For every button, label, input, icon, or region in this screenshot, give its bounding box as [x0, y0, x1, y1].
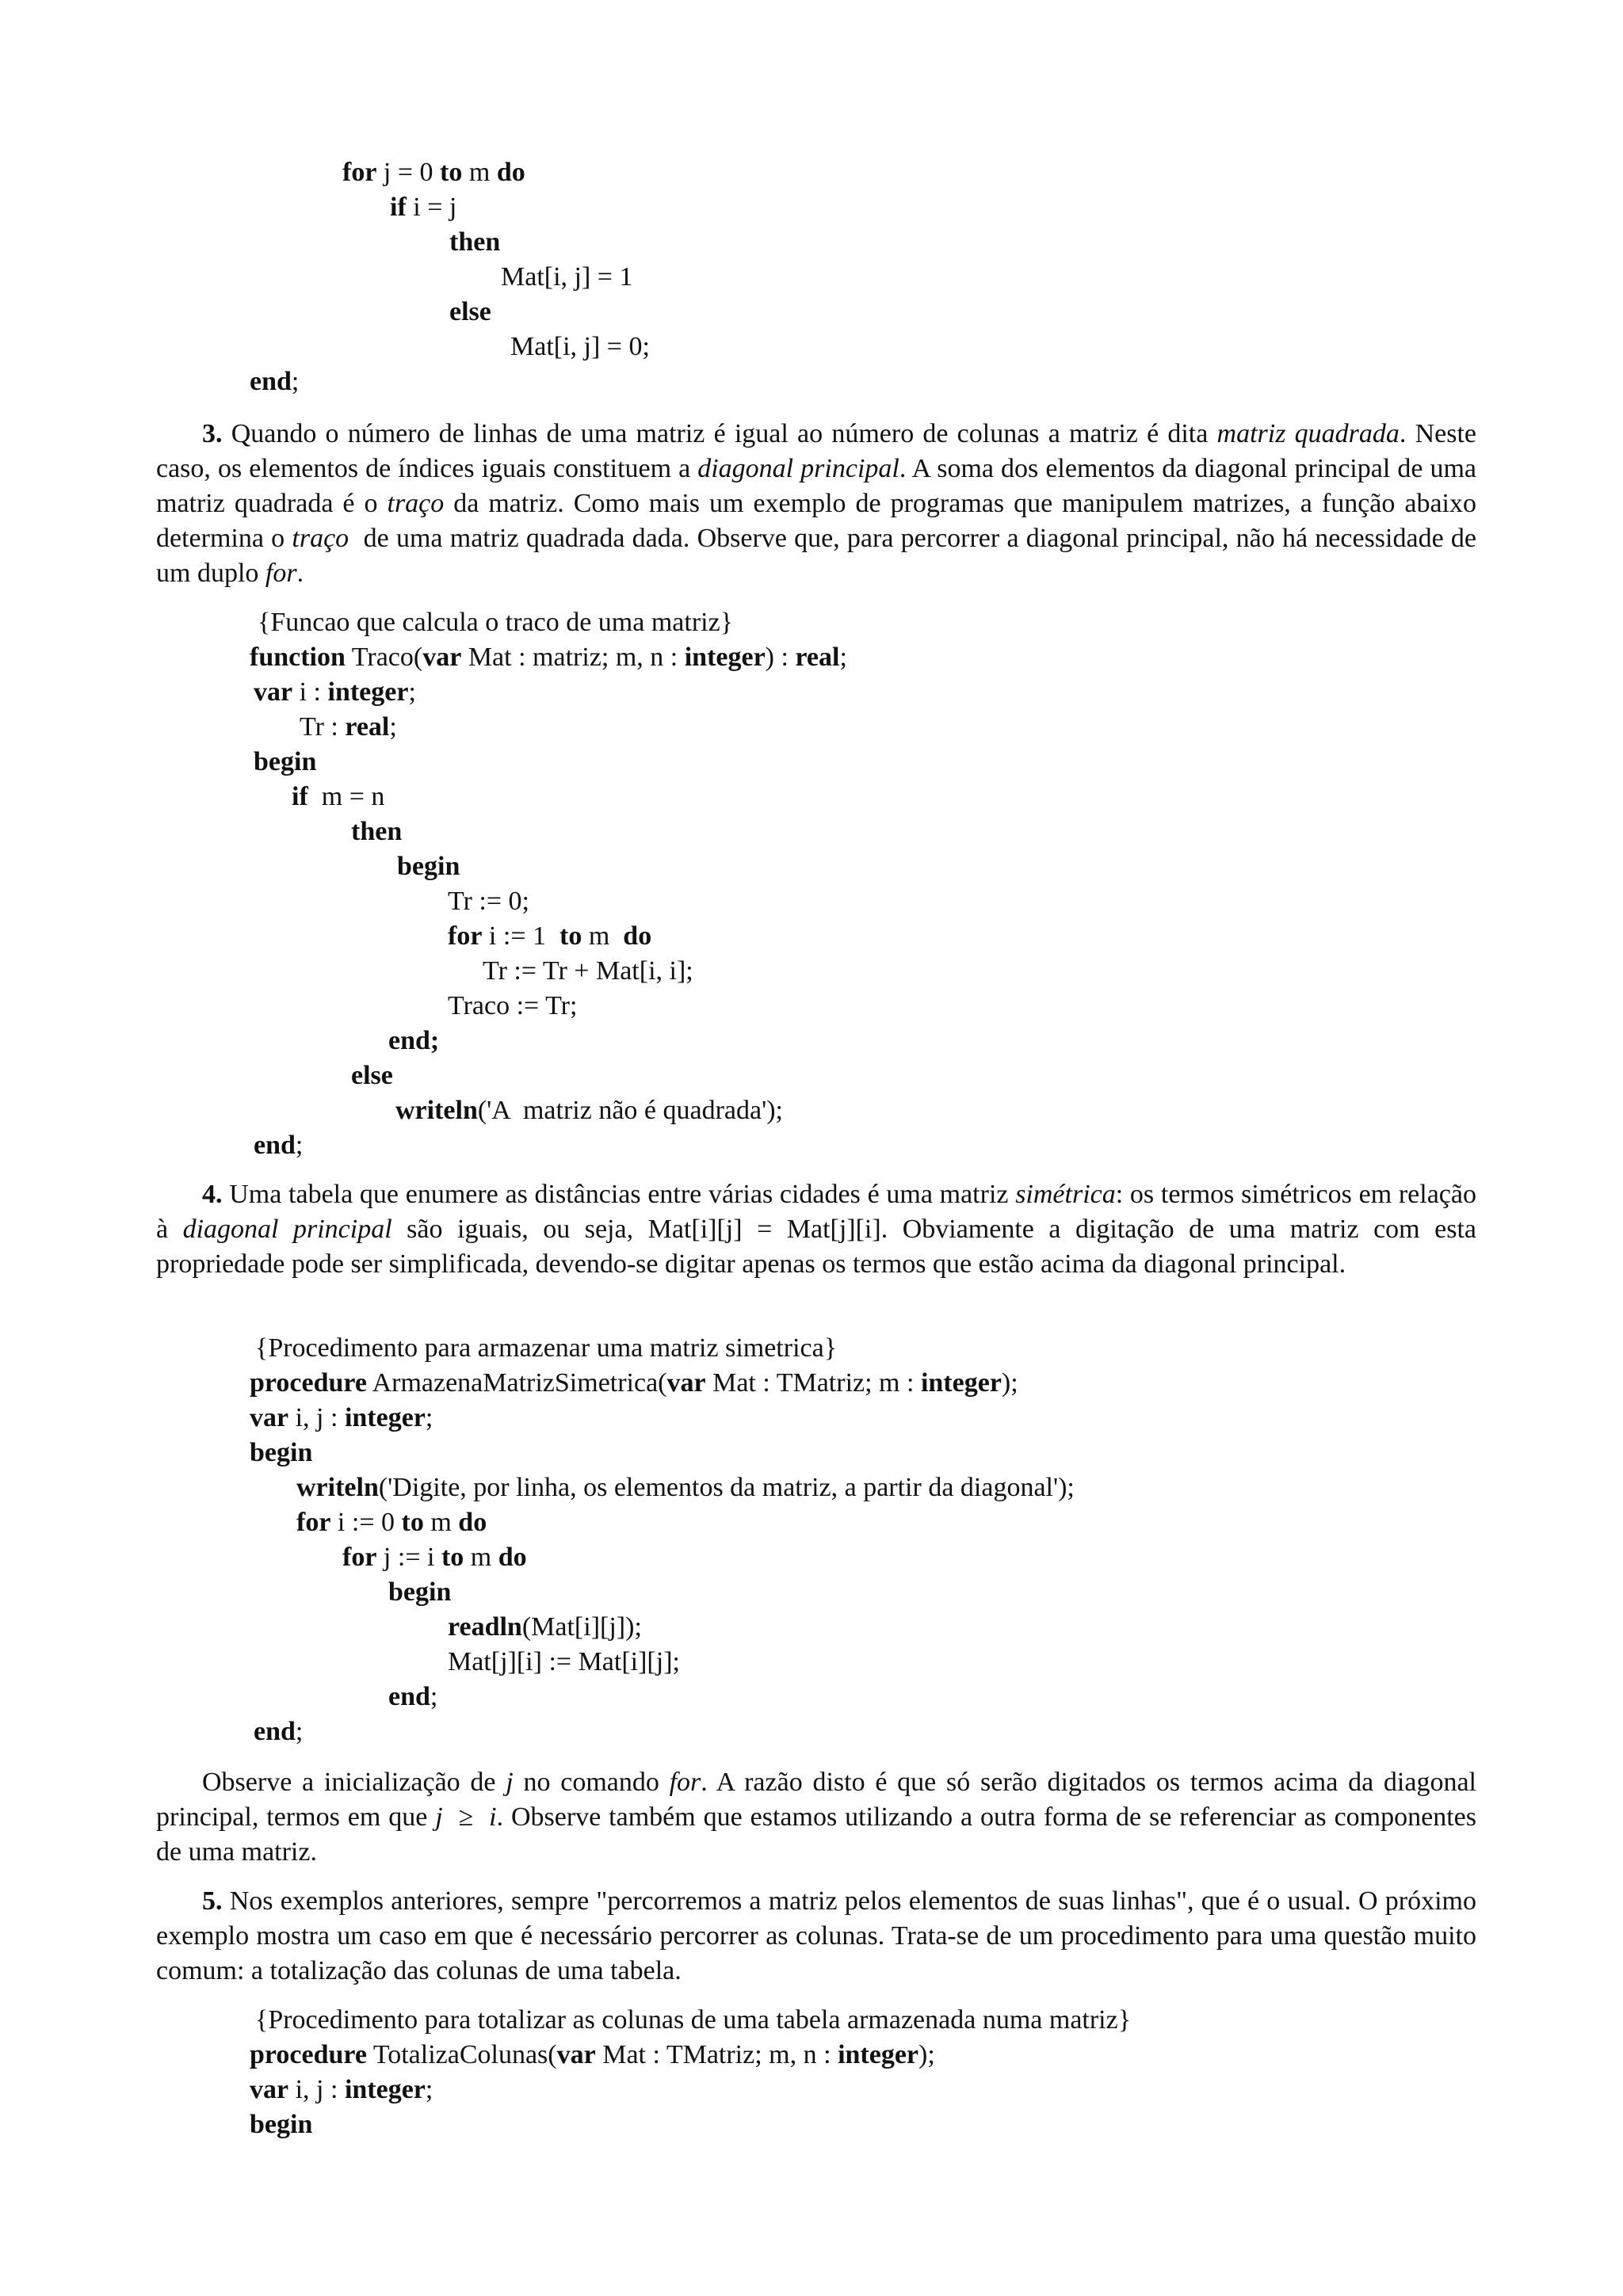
code-line: begin [250, 2110, 313, 2139]
code-line: writeln('A matriz não é quadrada'); [395, 1096, 783, 1125]
code-line: var i, j : integer; [250, 1403, 433, 1432]
code-line: begin [250, 1438, 313, 1467]
code-line: then [351, 817, 403, 846]
code-line: procedure ArmazenaMatrizSimetrica(var Mat : TMatriz; m : integer); [250, 1368, 1018, 1398]
code-line: begin [388, 1577, 452, 1607]
code-line: function Traco(var Mat : matriz; m, n : integer) : real; [250, 643, 847, 672]
code-comment: {Procedimento para totalizar as colunas de uma tabela armazenada numa matriz} [255, 2005, 1132, 2035]
code-line: if i = j [390, 193, 457, 222]
code-line: Tr : real; [300, 712, 397, 742]
paragraph-5-text: 5. Nos exemplos anteriores, sempre "percorremos a matriz pelos elementos de suas linhas", que é o usual. O próximo exemplo mostra um caso em que é necessário percorrer as colunas. Trata-se de um procedimento para uma questão muito comum: a totalização das colunas de uma tabela. [156, 1886, 1476, 1985]
code-line: then [449, 227, 501, 257]
code-line: begin [254, 747, 317, 776]
code-line: Tr := Tr + Mat[i, i]; [483, 956, 693, 986]
paragraph-3 [156, 417, 1476, 591]
code-comment: {Procedimento para armazenar uma matriz simetrica} [255, 1333, 838, 1363]
code-line: begin [397, 852, 460, 881]
code-line: writeln('Digite, por linha, os elementos da matriz, a partir da diagonal'); [296, 1473, 1075, 1502]
code-line: Mat[i, j] = 0; [510, 332, 650, 361]
code-line: end; [254, 1131, 304, 1160]
code-line: for i := 1 to m do [448, 921, 652, 951]
code-line: for j = 0 to m do [342, 158, 525, 187]
code-line: var i : integer; [254, 677, 416, 707]
code-line: end; [254, 1717, 304, 1746]
code-line: var i, j : integer; [250, 2075, 433, 2104]
paragraph-4 [156, 1177, 1476, 1282]
code-line: end; [388, 1026, 440, 1055]
code-line: Traco := Tr; [448, 991, 578, 1020]
code-line: for i := 0 to m do [296, 1508, 487, 1537]
code-line: if m = n [292, 782, 385, 811]
paragraph-5 [156, 1884, 1476, 1989]
code-line: procedure TotalizaColunas(var Mat : TMatriz; m, n : integer); [250, 2040, 935, 2069]
code-line: Tr := 0; [448, 887, 529, 916]
code-line: end; [388, 1682, 438, 1711]
code-line: readln(Mat[i][j]); [448, 1612, 642, 1642]
code-line: for j := i to m do [342, 1543, 527, 1572]
code-comment: {Funcao que calcula o traco de uma matriz} [258, 608, 733, 637]
paragraph-observation [156, 1765, 1476, 1870]
code-line: Mat[i, j] = 1 [501, 262, 633, 292]
paragraph-observation-text: Observe a inicialização de j no comando for. A razão disto é que só serão digitados os termos acima da diagonal principal, termos em que j ≥ i. Observe também que estamos utilizando a outra forma de se referenciar as componentes de uma matriz. [156, 1768, 1476, 1867]
paragraph-4-text: 4. Uma tabela que enumere as distâncias entre várias cidades é uma matriz simétrica: os termos simétricos em relação à diagonal principal são iguais, ou seja, Mat[i][j] = Mat[j][i]. Obviamente a digitação de uma matriz com esta propriedade pode ser simplificada, devendo-se digitar apenas os termos que estão acima da diagonal principal. [156, 1180, 1476, 1279]
code-line: else [351, 1061, 393, 1090]
paragraph-3-text: 3. Quando o número de linhas de uma matriz é igual ao número de colunas a matriz é dita matriz quadrada. Neste caso, os elementos de índices iguais constituem a diagonal principal. A soma dos elementos da diagonal principal de uma matriz quadrada é o traço da matriz. Como mais um exemplo de programas que manipulem matrizes, a função abaixo determina o traço de uma matriz quadrada dada. Observe que, para percorrer a diagonal principal, não há necessidade de um duplo for. [156, 419, 1477, 588]
code-line: else [449, 297, 491, 326]
code-line: end; [250, 367, 300, 396]
code-line: Mat[j][i] := Mat[i][j]; [448, 1647, 680, 1676]
